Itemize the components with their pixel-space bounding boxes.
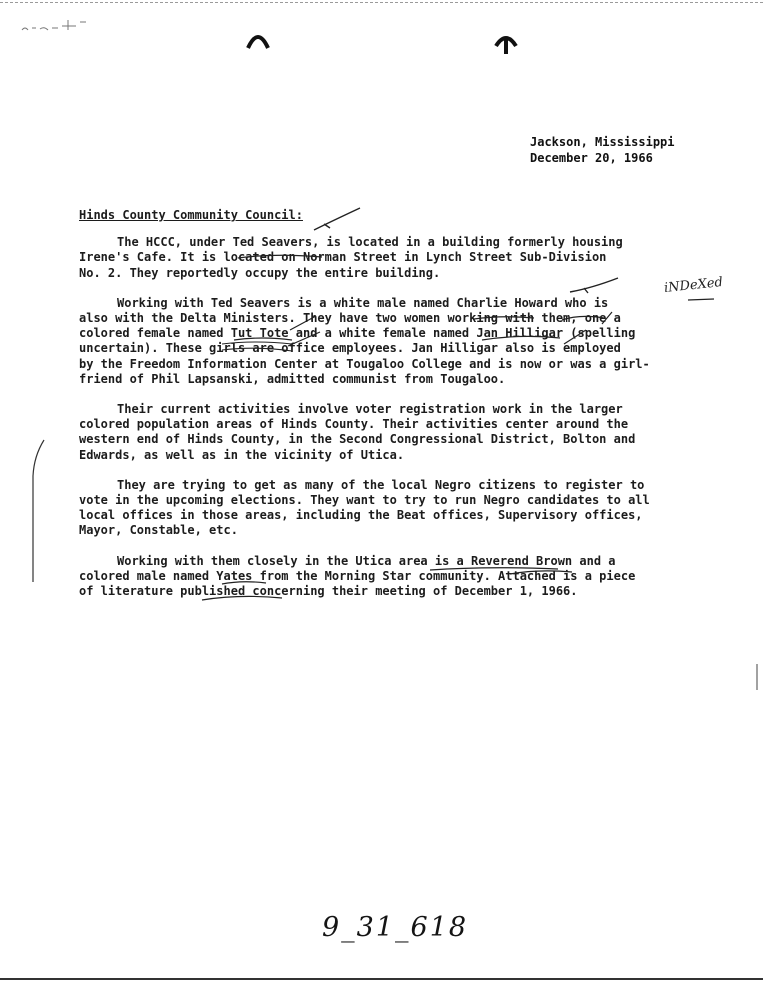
paragraph-line: also with the Delta Ministers. They have two women working with them, one a [79, 311, 621, 326]
memo-body [79, 208, 689, 614]
paragraph-line: uncertain). These girls are office employees. Jan Hilligar also is employed [79, 341, 621, 356]
scan-edge-mark [754, 662, 760, 692]
paragraph-line: They are trying to get as many of the local Negro citizens to register to [117, 477, 645, 492]
paragraph-line: The HCCC, under Ted Seavers, is located in a building formerly housing [117, 235, 623, 250]
handwritten-checkmark-icon [310, 204, 366, 234]
date-line: December 20, 1966 [530, 151, 653, 165]
scan-smudge [18, 16, 88, 38]
paragraph-3 [79, 402, 689, 463]
paragraph-line: colored female named Tut Tote and a white female named Jan Hilligar (spelling [79, 326, 636, 341]
paragraph-1 [79, 235, 689, 281]
handwritten-underline [220, 578, 268, 588]
paragraph-line: by the Freedom Information Center at Tougaloo College and is now or was a girl- [79, 356, 650, 371]
indexed-notation: iNDeXed [663, 274, 724, 297]
paragraph-line: colored male named Yates from the Morning Star community. Attached is a piece [79, 568, 636, 583]
letter-header [530, 134, 750, 166]
paragraph-line: western end of Hinds County, in the Second Congressional District, Bolton and [79, 432, 636, 447]
handwritten-dash [686, 296, 716, 304]
paragraph-line: Irene's Cafe. It is located on Norman Street in Lynch Street Sub-Division [79, 250, 607, 265]
file-number-handwritten: 9_31_618 [322, 912, 469, 943]
paragraph-line: vote in the upcoming elections. They want to try to run Negro candidates to all [79, 493, 650, 508]
paragraph-4 [79, 478, 689, 539]
paragraph-line: Their current activities involve voter registration work in the larger [117, 402, 623, 417]
margin-bracket-mark [28, 436, 48, 584]
paragraph-line: colored population areas of Hinds County. Their activities center around the [79, 417, 629, 432]
paragraph-line: Edwards, as well as in the vicinity of Utica. [79, 447, 405, 462]
paragraph-line: friend of Phil Lapsanski, admitted communist from Tougaloo. [79, 371, 506, 386]
handwritten-underline [472, 312, 538, 322]
handwritten-underline [220, 340, 294, 354]
paragraph-line: Working with Ted Seavers is a white male named Charlie Howard who is [117, 295, 609, 310]
handwritten-checkmark-icon [566, 276, 622, 296]
punch-hole-left-icon [246, 32, 270, 52]
paragraph-line: of literature published concerning their meeting of December 1, 1966. [79, 584, 578, 599]
handwritten-overline [508, 568, 574, 578]
bottom-edge-line [0, 978, 763, 980]
paragraph-5 [79, 554, 689, 600]
paragraph-line: Working with them closely in the Utica area is a Reverend Brown and a [117, 553, 616, 568]
location-line: Jackson, Mississippi [530, 135, 675, 149]
handwritten-underline [236, 252, 326, 262]
section-heading: Hinds County Community Council: [79, 208, 303, 222]
top-edge-dashes [0, 2, 763, 3]
punch-hole-right-icon [494, 34, 518, 56]
paragraph-line: No. 2. They reportedly occupy the entire building. [79, 265, 441, 280]
paragraph-line: local offices in those areas, including the Beat offices, Supervisory offices, [79, 508, 643, 523]
paragraph-line: Mayor, Constable, etc. [79, 523, 238, 538]
handwritten-underline [480, 326, 592, 350]
handwritten-underline [200, 590, 284, 604]
